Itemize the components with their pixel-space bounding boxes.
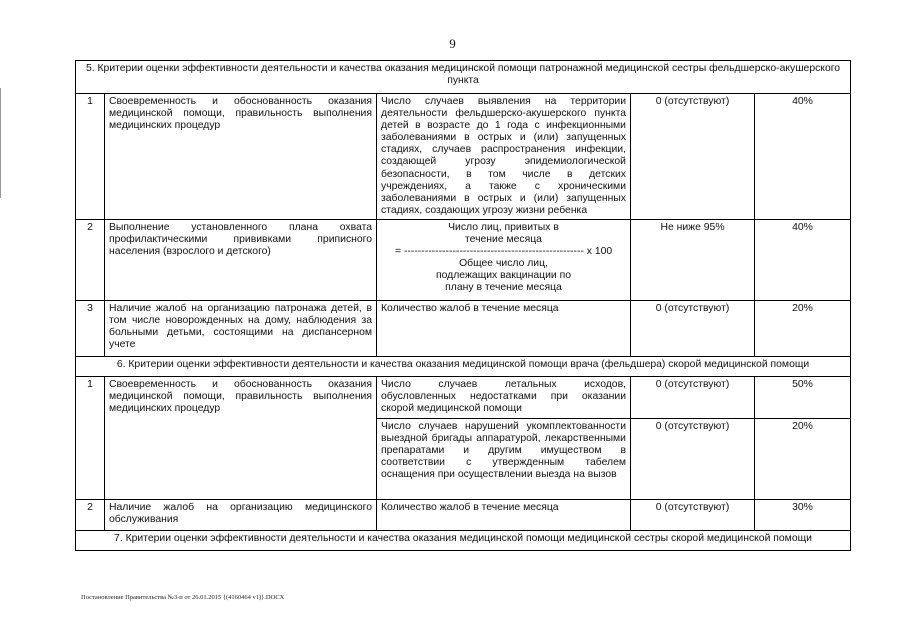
indicator-cell: Наличие жалоб на организацию медицинского обслуживания — [105, 500, 377, 531]
weight-cell: 40% — [755, 220, 851, 301]
criterion-cell: Число случаев нарушений укомплектованности выездной бригады аппаратурой, лекарственными препаратами и другим имуществом в соответствии с утвержденным табелем оснащения при осуществлении выезда на вызов — [377, 419, 631, 500]
section-title: 5. Критерии оценки эффективности деятельности и качества оказания медицинской помощи патронажной медицинской сестры фельдшерско-акушерского пункта — [76, 61, 851, 94]
criterion-cell: Число случаев выявления на территории деятельности фельдшерско-акушерского пункта детей в возрасте до 1 года с инфекционными заболеваниями в острых и (или) запущенных стадиях, случаев распространения инфекции, создающей угрозу эпидемиологической безопасности, в том числе в детских учреждениях, а также с хроническими заболеваниями в острых и (или) запущенных стадиях, создающих угрозу жизни ребенка — [377, 94, 631, 220]
row-number: 2 — [76, 220, 105, 301]
formula-dashes: ---------------------------------------------------- — [403, 246, 584, 258]
target-cell: 0 (отсутствуют) — [631, 94, 755, 220]
row-number: 1 — [76, 377, 105, 500]
table-row — [76, 500, 851, 531]
indicator-cell: Наличие жалоб на организацию патронажа детей, в том числе новорожденных на дому, наблюдения за больными детьми, состоящими на диспансерном учете — [105, 301, 377, 357]
weight-cell: 20% — [755, 419, 851, 500]
formula-cell — [377, 220, 631, 301]
target-cell: 0 (отсутствуют) — [631, 500, 755, 531]
section-title: 7. Критерии оценки эффективности деятельности и качества оказания медицинской помощи медицинской сестры скорой медицинской помощи — [76, 531, 851, 551]
formula-fraction-line — [381, 246, 626, 258]
target-cell: 0 (отсутствуют) — [631, 377, 755, 419]
table-row — [76, 220, 851, 301]
table-row — [76, 301, 851, 357]
indicator-cell: Своевременность и обоснованность оказания медицинской помощи, правильность выполнения медицинских процедур — [105, 377, 377, 500]
target-cell: 0 (отсутствуют) — [631, 301, 755, 357]
document-footer: Постановление Правительства №3-п от 26.01.2015 {(4160464 v1)}.DOCX — [81, 594, 285, 601]
formula — [381, 222, 626, 295]
section-header-row — [76, 531, 851, 551]
weight-cell: 20% — [755, 301, 851, 357]
criteria-table — [75, 60, 851, 551]
row-number: 3 — [76, 301, 105, 357]
weight-cell: 50% — [755, 377, 851, 419]
formula-multiplier: х 100 — [583, 246, 613, 258]
criterion-cell: Число случаев летальных исходов, обусловленных недостатками при оказании скорой медицинской помощи — [377, 377, 631, 419]
row-number: 1 — [76, 94, 105, 220]
formula-equals: = — [395, 246, 404, 258]
section-title: 6. Критерии оценки эффективности деятельности и качества оказания медицинской помощи врача (фельдшера) скорой медицинской помощи — [76, 357, 851, 377]
criterion-cell: Количество жалоб в течение месяца — [377, 500, 631, 531]
section-header-row — [76, 61, 851, 94]
indicator-cell: Выполнение установленного плана охвата профилактическими прививками приписного населения (взрослого и детского) — [105, 220, 377, 301]
table-row — [76, 377, 851, 419]
criterion-cell: Количество жалоб в течение месяца — [377, 301, 631, 357]
weight-cell: 30% — [755, 500, 851, 531]
indicator-cell: Своевременность и обоснованность оказания медицинской помощи, правильность выполнения медицинских процедур — [105, 94, 377, 220]
page-number: 9 — [449, 36, 456, 51]
weight-cell: 40% — [755, 94, 851, 220]
target-cell: 0 (отсутствуют) — [631, 419, 755, 500]
table-row — [76, 94, 851, 220]
formula-numerator: Число лиц, привитых в течение месяца — [448, 222, 559, 246]
target-cell: Не ниже 95% — [631, 220, 755, 301]
row-number: 2 — [76, 500, 105, 531]
page-edge-mark — [0, 88, 1, 198]
section-header-row — [76, 357, 851, 377]
formula-denominator: Общее число лиц, подлежащих вакцинации по плану в течение месяца — [436, 258, 571, 294]
